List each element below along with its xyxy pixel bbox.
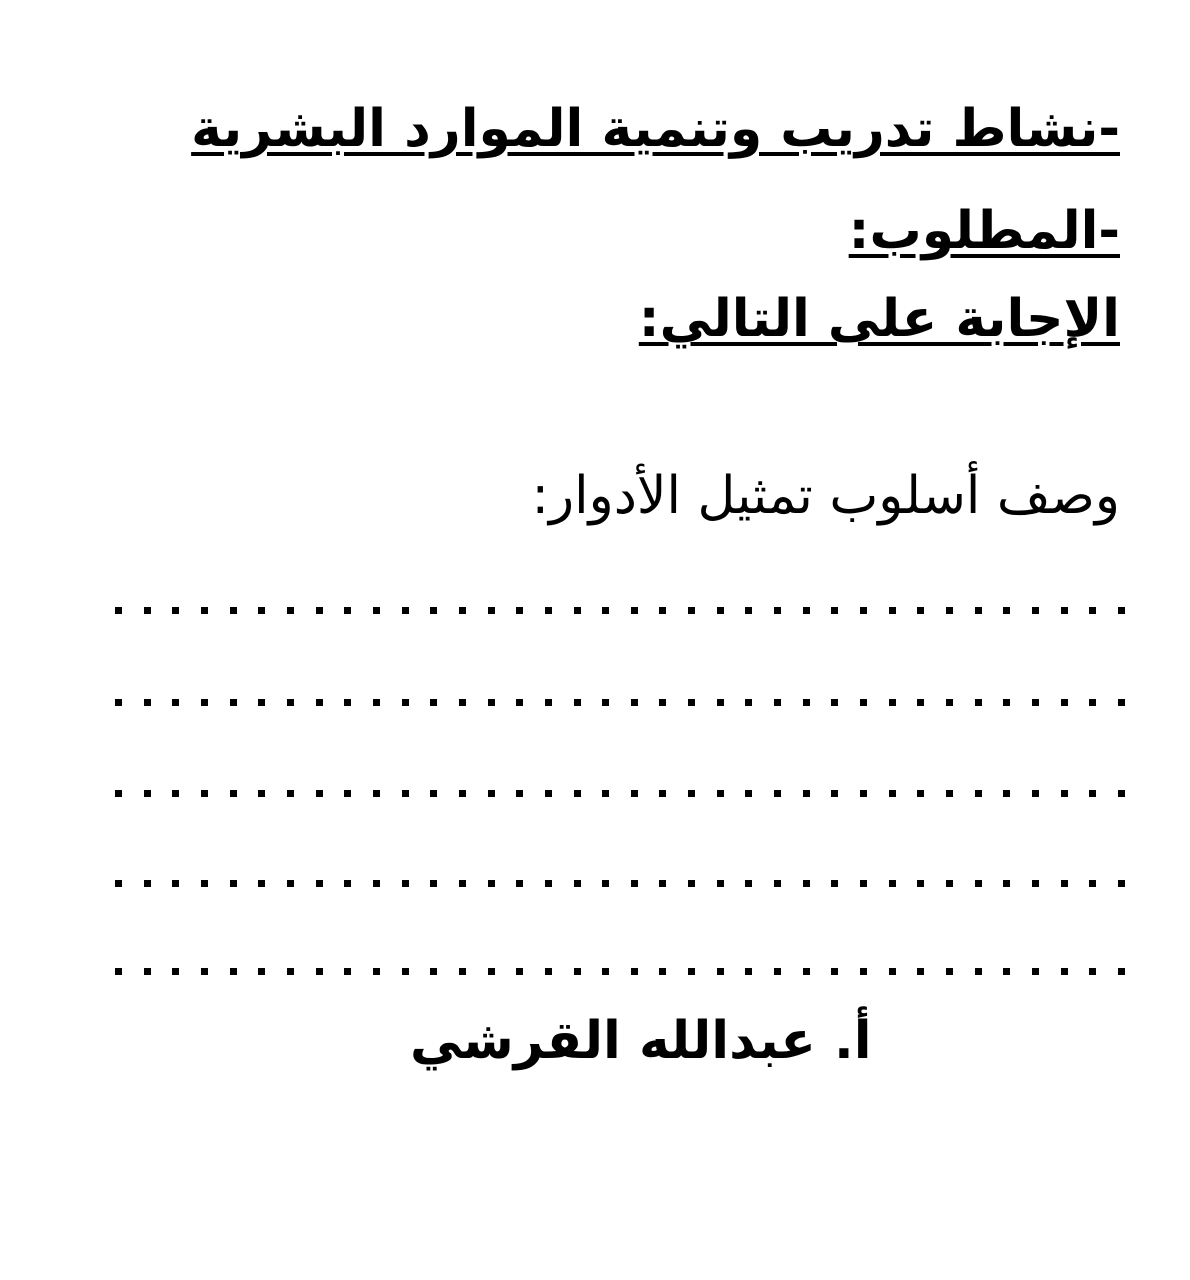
answer-line-dot: [344, 699, 351, 706]
answer-line-dot: [115, 790, 122, 797]
answer-line-dot: [402, 880, 409, 887]
answer-line-dot: [1061, 790, 1068, 797]
answer-line-dot: [889, 699, 896, 706]
answer-line-dot: [803, 699, 810, 706]
answer-line-dot: [402, 968, 409, 975]
answer-line-dot: [631, 880, 638, 887]
answer-line-dot: [574, 607, 581, 614]
answer-line-dot: [172, 880, 179, 887]
answer-line-dot: [258, 699, 265, 706]
answer-line-dot: [402, 699, 409, 706]
answer-line-dot: [459, 607, 466, 614]
answer-line-dot: [459, 968, 466, 975]
answer-line-dot: [717, 880, 724, 887]
answer-line-dot: [516, 880, 523, 887]
answer-line-dot: [287, 607, 294, 614]
answer-line-dot: [316, 607, 323, 614]
answer-line-dot: [745, 968, 752, 975]
answer-line-dot: [201, 790, 208, 797]
answer-line-dot: [430, 790, 437, 797]
answer-line-dot: [889, 968, 896, 975]
answer-line-dot: [316, 880, 323, 887]
answer-line-dot: [745, 880, 752, 887]
answer-line-dot: [287, 790, 294, 797]
answer-line-dot: [287, 880, 294, 887]
answer-line-dot: [688, 699, 695, 706]
answer-line-dot: [516, 968, 523, 975]
answer-line-dot: [602, 790, 609, 797]
answer-line-dot: [258, 790, 265, 797]
answer-line-dot: [659, 790, 666, 797]
answer-line-dot: [230, 790, 237, 797]
answer-line-dot: [717, 607, 724, 614]
answer-line-dot: [316, 790, 323, 797]
answer-line-dot: [172, 790, 179, 797]
answer-line-dot: [659, 880, 666, 887]
answer-line-dot: [1089, 699, 1096, 706]
question-text: وصف أسلوب تمثيل الأدوار:: [531, 466, 1120, 526]
answer-line-dot: [1118, 880, 1125, 887]
answer-line-dot: [831, 968, 838, 975]
answer-line-dot: [516, 699, 523, 706]
answer-line-dot: [917, 607, 924, 614]
answer-line-dot: [917, 790, 924, 797]
answer-line-dot: [946, 607, 953, 614]
answer-line-dot: [1118, 607, 1125, 614]
answer-line-dot: [717, 968, 724, 975]
answer-line-dot: [201, 880, 208, 887]
answer-line-dot: [344, 790, 351, 797]
answer-line-dot: [860, 968, 867, 975]
answer-line-dot: [430, 699, 437, 706]
answer-line-dot: [402, 607, 409, 614]
answer-line-dot: [459, 790, 466, 797]
answer-line-dot: [373, 790, 380, 797]
answer-line-dot: [344, 607, 351, 614]
answer-line-dot: [115, 968, 122, 975]
answer-line-dot: [488, 880, 495, 887]
answer-line-dot: [745, 607, 752, 614]
answer-line-dot: [631, 790, 638, 797]
answer-line-dot: [172, 607, 179, 614]
answer-line-dot: [1003, 968, 1010, 975]
answer-line-dot: [688, 968, 695, 975]
answer-line-dot: [1061, 699, 1068, 706]
answer-line-dot: [717, 699, 724, 706]
answer-line-dot: [717, 790, 724, 797]
answer-line[interactable]: [115, 602, 1125, 618]
answer-line-dot: [831, 699, 838, 706]
answer-line-dot: [488, 790, 495, 797]
answer-line-dot: [975, 880, 982, 887]
answer-prompt: الإجابة على التالي:: [638, 289, 1120, 349]
answer-line-dot: [831, 790, 838, 797]
answer-line-dot: [230, 968, 237, 975]
answer-line-dot: [975, 607, 982, 614]
answer-line-dot: [946, 968, 953, 975]
answer-line-dot: [258, 968, 265, 975]
answer-line-dot: [803, 880, 810, 887]
answer-line-dot: [659, 607, 666, 614]
answer-line-dot: [831, 607, 838, 614]
answer-line-dot: [1003, 607, 1010, 614]
answer-line-dot: [889, 880, 896, 887]
answer-line-dot: [659, 968, 666, 975]
answer-line-dot: [860, 880, 867, 887]
answer-line-dot: [688, 880, 695, 887]
answer-line-dot: [516, 607, 523, 614]
answer-line-dot: [144, 968, 151, 975]
answer-line-dot: [115, 880, 122, 887]
answer-line[interactable]: [115, 694, 1125, 710]
answer-line-dot: [975, 790, 982, 797]
answer-line-dot: [545, 968, 552, 975]
answer-line-dot: [373, 880, 380, 887]
answer-line-dot: [201, 968, 208, 975]
answer-line-dot: [574, 699, 581, 706]
answer-line-dot: [1089, 790, 1096, 797]
answer-line-dot: [430, 968, 437, 975]
answer-line-dot: [201, 607, 208, 614]
answer-line-dot: [631, 699, 638, 706]
answer-line-dot: [975, 968, 982, 975]
answer-line-dot: [373, 968, 380, 975]
answer-line-dot: [516, 790, 523, 797]
answer-line-dot: [1003, 880, 1010, 887]
answer-line-dot: [889, 790, 896, 797]
answer-line-dot: [316, 699, 323, 706]
answer-line-dot: [373, 607, 380, 614]
answer-line-dot: [917, 699, 924, 706]
answer-line[interactable]: [115, 785, 1125, 801]
answer-line-dot: [230, 607, 237, 614]
answer-line-dot: [688, 607, 695, 614]
answer-line-dot: [1003, 790, 1010, 797]
answer-line-dot: [602, 968, 609, 975]
answer-line-dot: [917, 968, 924, 975]
answer-line-dot: [115, 699, 122, 706]
answer-line[interactable]: [115, 875, 1125, 891]
answer-line-dot: [144, 790, 151, 797]
answer-line-dot: [860, 699, 867, 706]
answer-line-dot: [774, 968, 781, 975]
answer-line-dot: [946, 699, 953, 706]
answer-line-dot: [459, 880, 466, 887]
answer-line-dot: [459, 699, 466, 706]
answer-line-dot: [172, 699, 179, 706]
answer-line-dot: [144, 699, 151, 706]
answer-line-dot: [1118, 699, 1125, 706]
answer-line-dot: [803, 790, 810, 797]
answer-line-dot: [659, 699, 666, 706]
answer-line-dot: [258, 607, 265, 614]
answer-line-dot: [975, 699, 982, 706]
answer-line-dot: [574, 968, 581, 975]
answer-line-dot: [287, 968, 294, 975]
answer-line-dot: [574, 880, 581, 887]
answer-line[interactable]: [115, 963, 1125, 979]
answer-line-dot: [344, 968, 351, 975]
answer-line-dot: [1118, 790, 1125, 797]
answer-line-dot: [1032, 880, 1039, 887]
answer-line-dot: [774, 699, 781, 706]
answer-line-dot: [631, 607, 638, 614]
answer-line-dot: [316, 968, 323, 975]
answer-line-dot: [402, 790, 409, 797]
answer-line-dot: [745, 699, 752, 706]
answer-line-dot: [1003, 699, 1010, 706]
answer-line-dot: [488, 968, 495, 975]
answer-line-dot: [545, 790, 552, 797]
answer-line-dot: [488, 607, 495, 614]
answer-line-dot: [1032, 699, 1039, 706]
answer-line-dot: [430, 880, 437, 887]
answer-line-dot: [1061, 607, 1068, 614]
answer-line-dot: [803, 607, 810, 614]
answer-line-dot: [1032, 790, 1039, 797]
answer-line-dot: [1032, 607, 1039, 614]
answer-line-dot: [258, 880, 265, 887]
answer-line-dot: [201, 699, 208, 706]
answer-line-dot: [860, 790, 867, 797]
answer-line-dot: [774, 880, 781, 887]
answer-line-dot: [1089, 968, 1096, 975]
answer-line-dot: [631, 968, 638, 975]
answer-line-dot: [889, 607, 896, 614]
required-label: -المطلوب:: [848, 201, 1120, 261]
answer-line-dot: [144, 607, 151, 614]
answer-line-dot: [1061, 880, 1068, 887]
answer-line-dot: [545, 880, 552, 887]
answer-line-dot: [860, 607, 867, 614]
answer-line-dot: [602, 699, 609, 706]
answer-line-dot: [172, 968, 179, 975]
answer-line-dot: [774, 790, 781, 797]
answer-line-dot: [574, 790, 581, 797]
answer-line-dot: [946, 790, 953, 797]
answer-line-dot: [774, 607, 781, 614]
answer-line-dot: [373, 699, 380, 706]
answer-line-dot: [688, 790, 695, 797]
teacher-signature: أ. عبدالله القرشي: [410, 1011, 872, 1071]
answer-line-dot: [344, 880, 351, 887]
answer-line-dot: [144, 880, 151, 887]
answer-line-dot: [1032, 968, 1039, 975]
answer-line-dot: [230, 880, 237, 887]
answer-line-dot: [230, 699, 237, 706]
answer-line-dot: [831, 880, 838, 887]
answer-line-dot: [602, 607, 609, 614]
answer-line-dot: [1089, 607, 1096, 614]
answer-line-dot: [115, 607, 122, 614]
answer-line-dot: [287, 699, 294, 706]
answer-line-dot: [545, 699, 552, 706]
answer-line-dot: [1118, 968, 1125, 975]
answer-line-dot: [803, 968, 810, 975]
answer-line-dot: [430, 607, 437, 614]
activity-title: -نشاط تدريب وتنمية الموارد البشرية: [191, 99, 1120, 159]
answer-line-dot: [602, 880, 609, 887]
answer-line-dot: [1061, 968, 1068, 975]
answer-line-dot: [745, 790, 752, 797]
answer-line-dot: [488, 699, 495, 706]
answer-line-dot: [917, 880, 924, 887]
answer-line-dot: [946, 880, 953, 887]
answer-line-dot: [1089, 880, 1096, 887]
answer-line-dot: [545, 607, 552, 614]
